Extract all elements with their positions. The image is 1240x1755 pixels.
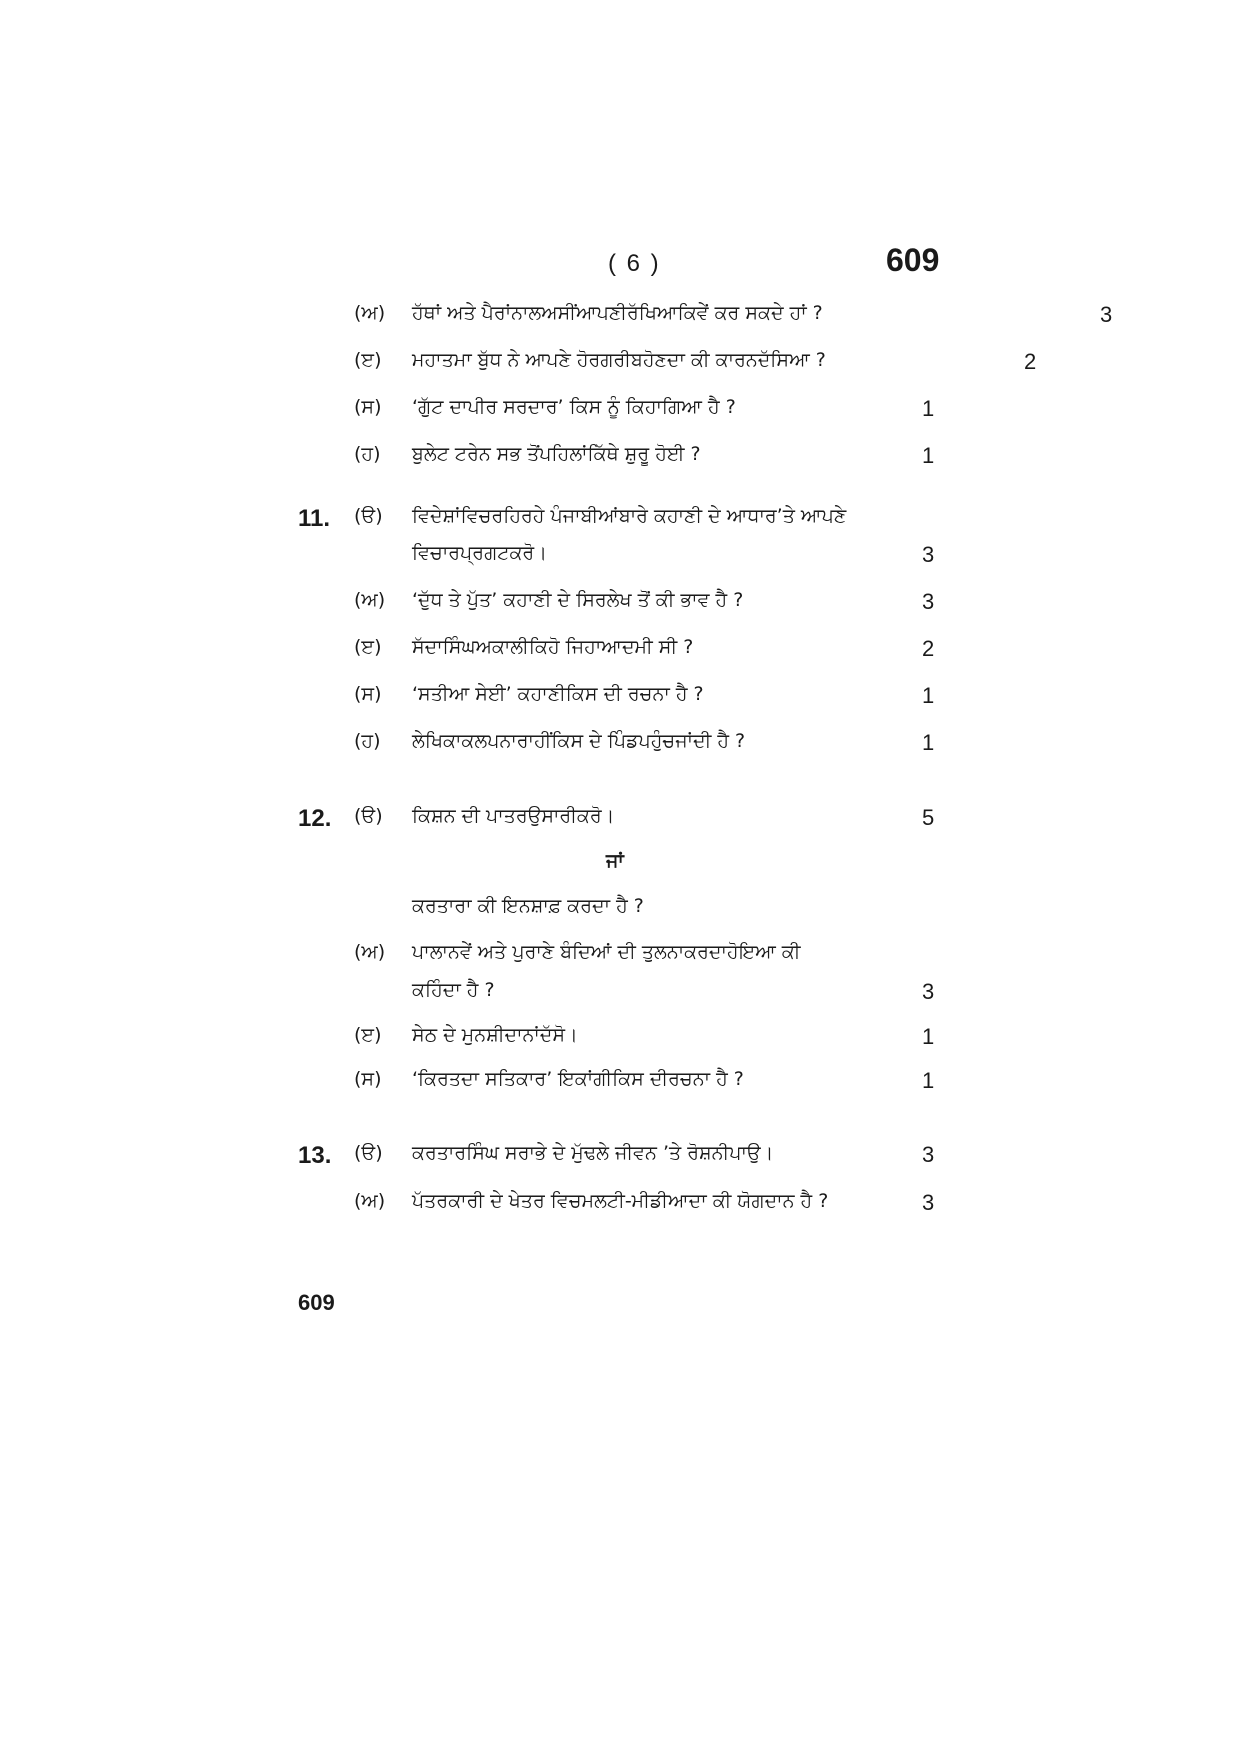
question-text: ਸੱਦਾਸਿੰਘਅਕਾਲੀਕਿਹੋ ਜਿਹਾਆਦਮੀ ਸੀ ? (412, 636, 694, 658)
question-text: ‘ਦੁੱਧ ਤੇ ਪੁੱਤ’ ਕਹਾਣੀ ਦੇ ਸਿਰਲੇਖ ਤੋਂ ਕੀ ਭਾਵ ਹੈ ? (412, 589, 744, 611)
question-text: ‘ਸਤੀਆ ਸੇਈ’ ਕਹਾਣੀਕਿਸ ਦੀ ਰਚਨਾ ਹੈ ? (412, 683, 704, 705)
marks: 2 (922, 636, 935, 661)
q10-e (0, 349, 1240, 383)
q12-alt (0, 895, 1240, 929)
q10-s (0, 396, 1240, 430)
page-number: ( 6 ) (608, 250, 661, 277)
q12-a-cont (0, 979, 1240, 1013)
question-text: ‘ਗੁੱਟ ਦਾਪੀਰ ਸਰਦਾਰ’ ਕਿਸ ਨੂੰ ਕਿਹਾਗਿਆ ਹੈ ? (412, 396, 736, 418)
marks: 1 (922, 396, 935, 421)
label: (ੳ) (354, 505, 383, 527)
label: (ਸ) (354, 396, 382, 418)
question-text: ਵਿਦੇਸ਼ਾਂਵਿਚਰਹਿਰਹੇ ਪੰਜਾਬੀਆਂਬਾਰੇ ਕਹਾਣੀ ਦੇ ਆਧਾਰ’ਤੇ ਆਪਣੇ (412, 505, 847, 527)
label: (ਹ) (354, 730, 381, 752)
label: (ਹ) (354, 443, 381, 465)
marks: 3 (922, 979, 935, 1004)
q12-s (0, 1068, 1240, 1102)
q13-a (0, 1190, 1240, 1224)
q10-h (0, 443, 1240, 477)
q10-a (0, 302, 1240, 336)
marks: 1 (922, 683, 935, 708)
marks: 3 (922, 542, 935, 567)
paper-code-bottom: 609 (298, 1290, 335, 1315)
marks: 2 (1024, 349, 1037, 374)
q11-s (0, 683, 1240, 717)
q13-u (0, 1142, 1240, 1176)
question-text: ਕਰਤਾਰਾ ਕੀ ਇਨਸ਼ਾਫ਼ ਕਰਦਾ ਹੈ ? (412, 895, 644, 917)
q12-or (0, 850, 1240, 884)
label: (ਅ) (354, 302, 386, 324)
label: (ੳ) (354, 1142, 383, 1164)
question-text: ਹੱਥਾਂ ਅਤੇ ਪੈਰਾਂਨਾਲਅਸੀਂਆਪਣੀਰੱਖਿਆਕਿਵੇਂ ਕਰ ਸਕਦੇ ਹਾਂ ? (412, 302, 823, 324)
marks: 1 (922, 1024, 935, 1049)
marks: 5 (922, 805, 935, 830)
question-number: 11. (298, 505, 331, 532)
question-text: ਮਹਾਤਮਾ ਬੁੱਧ ਨੇ ਆਪਣੇ ਹੋਰਗਰੀਬਹੋਣਦਾ ਕੀ ਕਾਰਨਦੱਸਿਆ ? (412, 349, 826, 371)
label: (ੲ) (354, 349, 382, 371)
question-text: ਕਰਤਾਰਸਿੰਘ ਸਰਾਭੇ ਦੇ ਮੁੱਢਲੇ ਜੀਵਨ ’ਤੇ ਰੋਸ਼ਨੀਪਾਉ। (412, 1142, 774, 1164)
q12-a (0, 941, 1240, 975)
q11-h (0, 730, 1240, 764)
question-text: ਕਿਸ਼ਨ ਦੀ ਪਾਤਰਉਸਾਰੀਕਰੋ। (412, 805, 615, 827)
question-text: ਪੱਤਰਕਾਰੀ ਦੇ ਖੇਤਰ ਵਿਚਮਲਟੀ-ਮੀਡੀਆਦਾ ਕੀ ਯੋਗਦਾਨ ਹੈ ? (412, 1190, 829, 1212)
question-text: ‘ਕਿਰਤਦਾ ਸਤਿਕਾਰ’ ਇਕਾਂਗੀਕਿਸ ਦੀਰਚਨਾ ਹੈ ? (412, 1068, 744, 1090)
q11-u-cont (0, 542, 1240, 576)
marks: 3 (922, 1190, 935, 1215)
question-text: ਬੁਲੇਟ ਟਰੇਨ ਸਭ ਤੋਂਪਹਿਲਾਂਕਿੱਥੇ ਸ਼ੁਰੂ ਹੋਈ ? (412, 443, 701, 465)
label: (ੲ) (354, 1024, 382, 1046)
q12-e (0, 1024, 1240, 1058)
label: (ਅ) (354, 941, 386, 963)
label: (ੳ) (354, 805, 383, 827)
q11-e (0, 636, 1240, 670)
q12-u (0, 805, 1240, 839)
paper-code-top: 609 (886, 242, 940, 278)
question-number: 13. (298, 1142, 332, 1169)
q11-u (0, 505, 1240, 539)
question-text: ਕਹਿੰਦਾ ਹੈ ? (412, 979, 495, 1001)
marks: 3 (1100, 302, 1113, 327)
label: (ਅ) (354, 1190, 386, 1212)
label: (ਅ) (354, 589, 386, 611)
question-text: ਪਾਲਾਨਵੇਂ ਅਤੇ ਪੁਰਾਣੇ ਬੰਦਿਆਂ ਦੀ ਤੁਲਨਾਕਰਦਾਹੋਇਆ ਕੀ (412, 941, 801, 963)
marks: 1 (922, 1068, 935, 1093)
q11-a (0, 589, 1240, 623)
marks: 3 (922, 1142, 935, 1167)
question-text: ਲੇਖਿਕਾਕਲਪਨਾਰਾਹੀਂਕਿਸ ਦੇ ਪਿੰਡਪਹੁੰਚਜਾਂਦੀ ਹੈ ? (412, 730, 746, 752)
marks: 1 (922, 443, 935, 468)
label: (ੲ) (354, 636, 382, 658)
marks: 1 (922, 730, 935, 755)
label: (ਸ) (354, 1068, 382, 1090)
question-text: ਵਿਚਾਰਪ੍ਰਗਟਕਰੋ। (412, 542, 548, 564)
question-number: 12. (298, 805, 332, 832)
or-divider: ਜਾਂ (606, 850, 624, 872)
marks: 3 (922, 589, 935, 614)
label: (ਸ) (354, 683, 382, 705)
question-text: ਸੇਠ ਦੇ ਮੁਨਸ਼ੀਦਾਨਾਂਦੱਸੋ। (412, 1024, 578, 1046)
